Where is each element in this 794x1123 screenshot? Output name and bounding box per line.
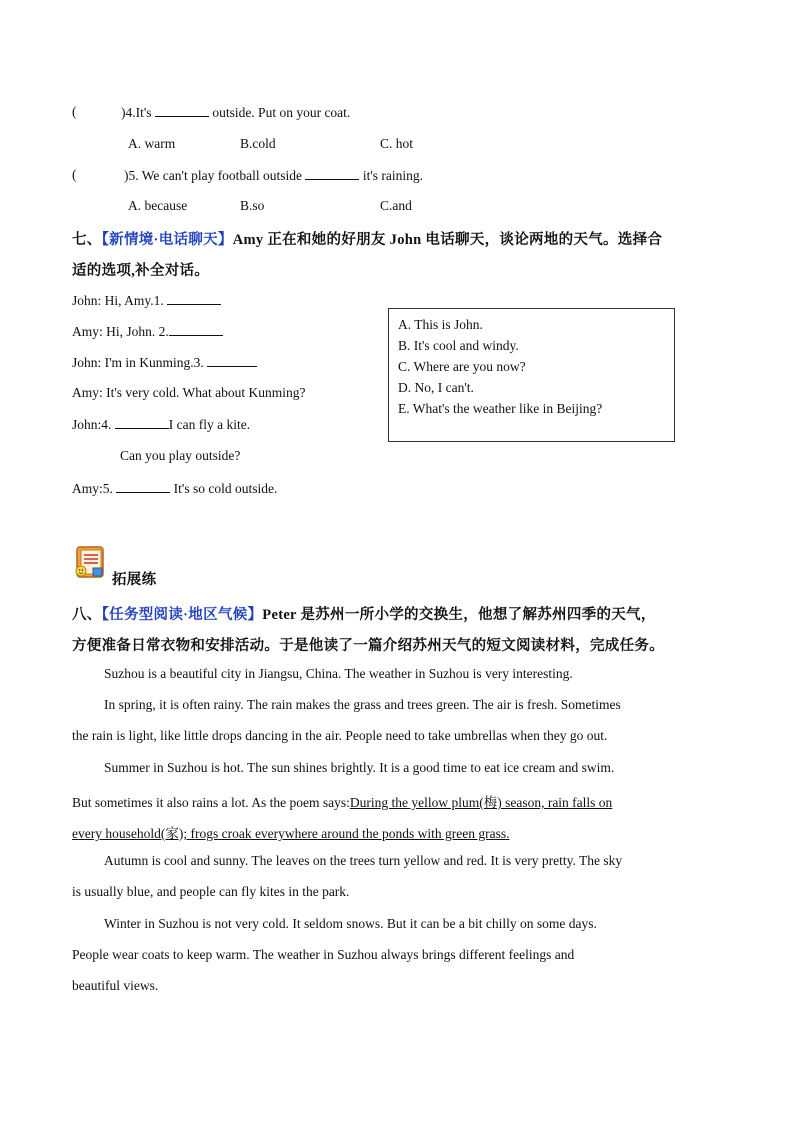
dialogue-line-7-text: Amy:5. (72, 481, 113, 496)
section7-tag: 【新情境·电话聊天】 (101, 232, 233, 248)
dialogue-line-7-tail: It's so cold outside. (173, 481, 278, 496)
section8-title-rest: Peter 是苏州一所小学的交换生，他想了解苏州四季的天气， (262, 607, 656, 623)
options-box (388, 308, 675, 442)
q5-stem (124, 167, 423, 184)
q5-stem-lead: )5. We can't play football outside (124, 168, 303, 183)
q5-answer-blank[interactable] (305, 167, 359, 180)
section7-title (72, 228, 662, 249)
box-option-d: D. No, I can't. (398, 380, 474, 395)
passage-line: In spring, it is often rainy. The rain makes the grass and trees green. The air is fresh. Sometimes (104, 697, 621, 712)
box-option-a: A. This is John. (398, 317, 483, 332)
passage-line-text: But sometimes it also rains a lot. As the poem says: (72, 795, 350, 810)
passage-line: the rain is light, like little drops dancing in the air. People need to take umbrellas when they go out. (72, 728, 608, 743)
dialogue-line-5-text: John:4. (72, 417, 112, 432)
dialogue-line-5-tail: I can fly a kite. (168, 417, 251, 432)
passage-line: Suzhou is a beautiful city in Jiangsu, China. The weather in Suzhou is very interesting. (104, 666, 573, 681)
q5-option-b: B.so (240, 198, 265, 213)
section8-title (72, 603, 656, 624)
q4-paren-open: ( (72, 104, 77, 119)
q5-option-a: A. because (128, 198, 188, 213)
dialogue-blank-2[interactable] (169, 323, 223, 336)
dialogue-blank-5[interactable] (116, 480, 170, 493)
passage-line: is usually blue, and people can fly kites in the park. (72, 884, 350, 899)
box-option-b: B. It's cool and windy. (398, 338, 519, 353)
poem-underline-2: every household(家); frogs croak everywhere around the ponds with green grass. (72, 826, 510, 841)
q4-option-b: B.cold (240, 136, 276, 151)
dialogue-line-7 (72, 480, 277, 497)
dialogue-line-1-text: John: Hi, Amy.1. (72, 293, 164, 308)
q4-stem-lead: )4.It's (121, 105, 152, 120)
notebook-icon (73, 544, 109, 580)
section7-title-rest: Amy 正在和她的好朋友 John 电话聊天，谈论两地的天气。选择合 (232, 232, 663, 248)
q4-option-a: A. warm (128, 136, 176, 151)
dialogue-line-6: Can you play outside? (120, 448, 241, 463)
q5-option-c: C.and (380, 198, 412, 213)
passage-line: Winter in Suzhou is not very cold. It seldom snows. But it can be a bit chilly on some days. (104, 916, 597, 931)
extension-label: 拓展练 (112, 572, 157, 588)
poem-underline-1: During the yellow plum(梅) season, rain falls on (349, 795, 613, 810)
q4-answer-blank[interactable] (155, 104, 209, 117)
dialogue-line-3-text: John: I'm in Kunming.3. (72, 355, 204, 370)
dialogue-line-4: Amy: It's very cold. What about Kunming? (72, 385, 306, 400)
q4-stem-tail: outside. Put on your coat. (212, 105, 351, 120)
section8-number: 八、 (72, 607, 102, 623)
passage-line: Autumn is cool and sunny. The leaves on the trees turn yellow and red. It is very pretty. The sky (104, 853, 623, 868)
dialogue-line-5 (72, 416, 250, 433)
section7-title-line2: 适的选项,补全对话。 (72, 263, 210, 279)
box-option-e: E. What's the weather like in Beijing? (398, 401, 603, 416)
q5-paren-open: ( (72, 167, 77, 182)
dialogue-line-2 (72, 323, 223, 340)
section8-tag: 【任务型阅读·地区气候】 (101, 607, 263, 623)
dialogue-blank-3[interactable] (207, 354, 257, 367)
passage-line: People wear coats to keep warm. The weather in Suzhou always brings different feelings and (72, 947, 575, 962)
section7-number: 七、 (72, 232, 102, 248)
dialogue-blank-1[interactable] (167, 292, 221, 305)
dialogue-line-2-text: Amy: Hi, John. 2. (72, 324, 169, 339)
passage-line: beautiful views. (72, 978, 159, 993)
dialogue-line-1 (72, 292, 221, 309)
passage-line (72, 791, 612, 811)
q4-option-c: C. hot (380, 136, 414, 151)
dialogue-blank-4[interactable] (115, 416, 169, 429)
box-option-c: C. Where are you now? (398, 359, 526, 374)
q5-stem-tail: it's raining. (362, 168, 423, 183)
passage-line: Summer in Suzhou is hot. The sun shines brightly. It is a good time to eat ice cream and swim. (104, 760, 615, 775)
q4-stem (121, 104, 350, 121)
section8-title-line2: 方便准备日常衣物和安排活动。于是他读了一篇介绍苏州天气的短文阅读材料，完成任务。 (72, 638, 664, 654)
dialogue-line-3 (72, 354, 257, 371)
